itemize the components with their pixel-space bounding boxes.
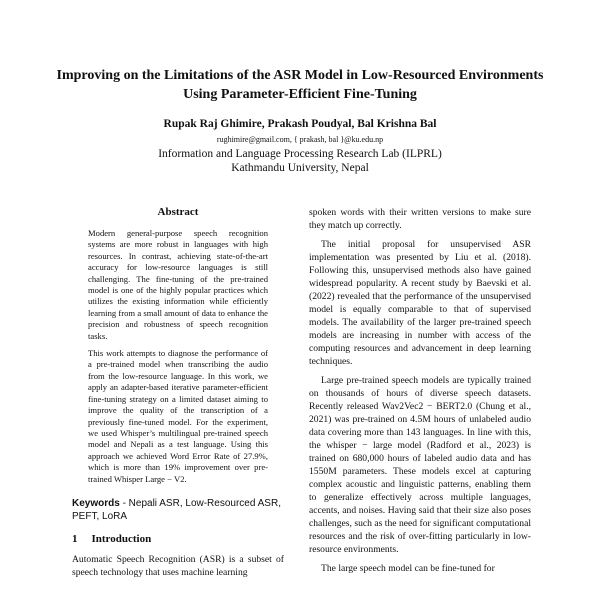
body-paragraph-pretrained-models: Large pre-trained speech models are typically trained on thousands of hours of diverse speech datasets. Recently released Wav2Vec2 − BERT2.0 (Chung et al., 2021) was pre-trained on 4.5M hours of unlabeled audio data covering more than 143 languages. In line with this, the whisper − large model (Radford et al., 2023) is trained on 680,000 hours of labeled audio data and has 1550M parameters. These models excel at capturing complex acoustic and linguistic patterns, enabling them to generalize effectively across multiple languages, accents, and noises. Having said that their size also poses challenges, such as the need for significant computational resources and the risk of over-fitting particularly in low-resource environments. xyxy=(309,375,531,555)
affiliation-lab: Information and Language Processing Research Lab (ILPRL) xyxy=(158,148,442,160)
section-number: 1 xyxy=(72,532,78,545)
intro-paragraph-1: Automatic Speech Recognition (ASR) is a subset of speech technology that uses machine learning xyxy=(72,553,284,578)
paper-title: Improving on the Limitations of the ASR Model in Low-Resourced Environments Using Parameter-Efficient Fine-Tuning xyxy=(56,68,544,102)
keywords-label: Keywords xyxy=(72,497,120,509)
section-heading-introduction xyxy=(72,533,284,545)
author-emails: rughimire@gmail.com, { prakash, bal }@ku.edu.np xyxy=(216,135,384,144)
left-column xyxy=(72,206,284,585)
affiliation-university: Kathmandu University, Nepal xyxy=(231,162,369,174)
author-list: Rupak Raj Ghimire, Prakash Poudyal, Bal Krishna Bal xyxy=(163,118,437,130)
abstract-paragraph-2: This work attempts to diagnose the performance of a pre-trained model when transcribing the audio from the low-resource language. In this work, we apply an adapter-based iterative parameter-efficient fine-tuning strategy on a limited dataset aiming to improve the quality of the transcription of a previously fine-tuned model. For the experiment, we used Whisper’s multilingual pre-trained speech model and Nepali as a test language. Using this approach we achieved Word Error Rate of 27.9%, which is more than 19% improvement over pre-trained Whisper Large − V2. xyxy=(88,348,268,484)
affiliation xyxy=(40,147,560,175)
body-paragraph-continued: spoken words with their written versions to make sure they match up correctly. xyxy=(309,207,531,231)
body-paragraph-fine-tuning: The large speech model can be fine-tuned for xyxy=(321,563,495,574)
section-title: Introduction xyxy=(91,532,152,545)
body-paragraph-unsupervised: The initial proposal for unsupervised ASR implementation was presented by Liu et al. (2018). Following this, unsupervised methods also have gained widespread popularity. A recent study by Baevski et al. (2022) revealed that the performance of the unsupervised model is equally comparable to that of supervised models. The availability of the larger pre-trained speech models are increasing in number with access of the computing resources and advancement in deep learning techniques. xyxy=(309,239,531,367)
abstract-heading: Abstract xyxy=(157,206,199,218)
keywords-text: - Nepali ASR, Low-Resourced ASR, PEFT, LoRA xyxy=(72,497,281,522)
right-column xyxy=(309,206,531,581)
abstract-paragraph-1: Modern general-purpose speech recognition systems are more robust in languages with high resources. In contrast, achieving state-of-the-art accuracy for low-resource languages is still challenging. The fine-tuning of the pre-trained model is one of the highly popular practices which utilizes the existing information while efficiently learning from a small amount of data to enhance the precision and robustness of speech recognition tasks. xyxy=(88,228,268,341)
keywords xyxy=(72,497,284,523)
